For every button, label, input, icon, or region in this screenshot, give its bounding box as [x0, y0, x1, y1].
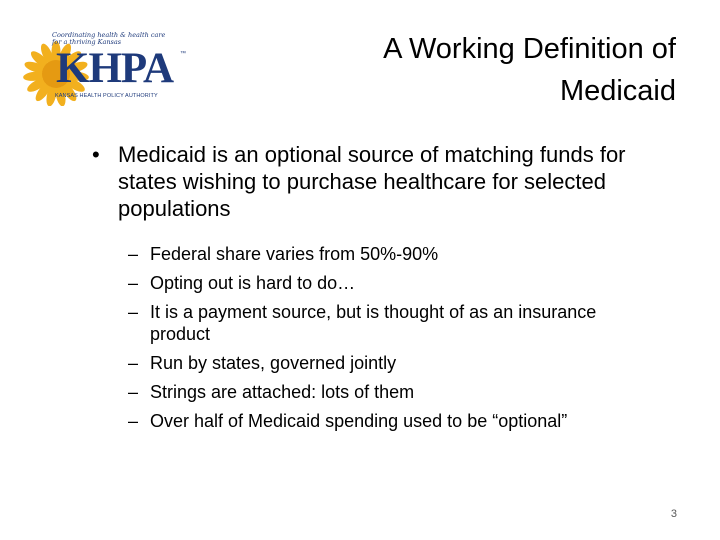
- main-bullet: [92, 141, 632, 222]
- sub-bullet-text: Over half of Medicaid spending used to be “optional”: [150, 411, 568, 431]
- logo-wordmark: KHPA: [56, 45, 174, 92]
- main-bullet-text: Medicaid is an optional source of matching funds for states wishing to purchase healthcare for selected populations: [118, 142, 626, 221]
- logo-organization: KANSAS HEALTH POLICY AUTHORITY: [55, 93, 158, 99]
- sub-bullet-text: Federal share varies from 50%-90%: [150, 244, 439, 264]
- dash-marker: –: [128, 244, 139, 264]
- dash-marker: –: [128, 273, 139, 293]
- sub-bullet-item: [128, 352, 618, 374]
- dash-marker: –: [128, 302, 139, 322]
- sub-bullet-list: [128, 243, 618, 439]
- page-number: 3: [670, 508, 677, 520]
- logo-tagline: Coordinating health & health care for a thriving Kansas: [52, 31, 166, 46]
- khpa-logo: [22, 30, 202, 106]
- slide-title: A Working Definition of Medicaid: [383, 33, 676, 107]
- dash-marker: –: [128, 411, 139, 431]
- sub-bullet-item: [128, 272, 618, 294]
- sub-bullet-text: Run by states, governed jointly: [150, 353, 397, 373]
- logo-trademark: ™: [180, 51, 186, 57]
- sub-bullet-text: It is a payment source, but is thought of as an insurance product: [150, 302, 597, 344]
- sub-bullet-item: [128, 410, 618, 432]
- dash-marker: –: [128, 382, 139, 402]
- sub-bullet-text: Opting out is hard to do…: [150, 273, 356, 293]
- bullet-marker: •: [92, 142, 100, 167]
- sub-bullet-item: [128, 301, 618, 345]
- sub-bullet-item: [128, 243, 618, 265]
- sub-bullet-text: Strings are attached: lots of them: [150, 382, 415, 402]
- sub-bullet-item: [128, 381, 618, 403]
- dash-marker: –: [128, 353, 139, 373]
